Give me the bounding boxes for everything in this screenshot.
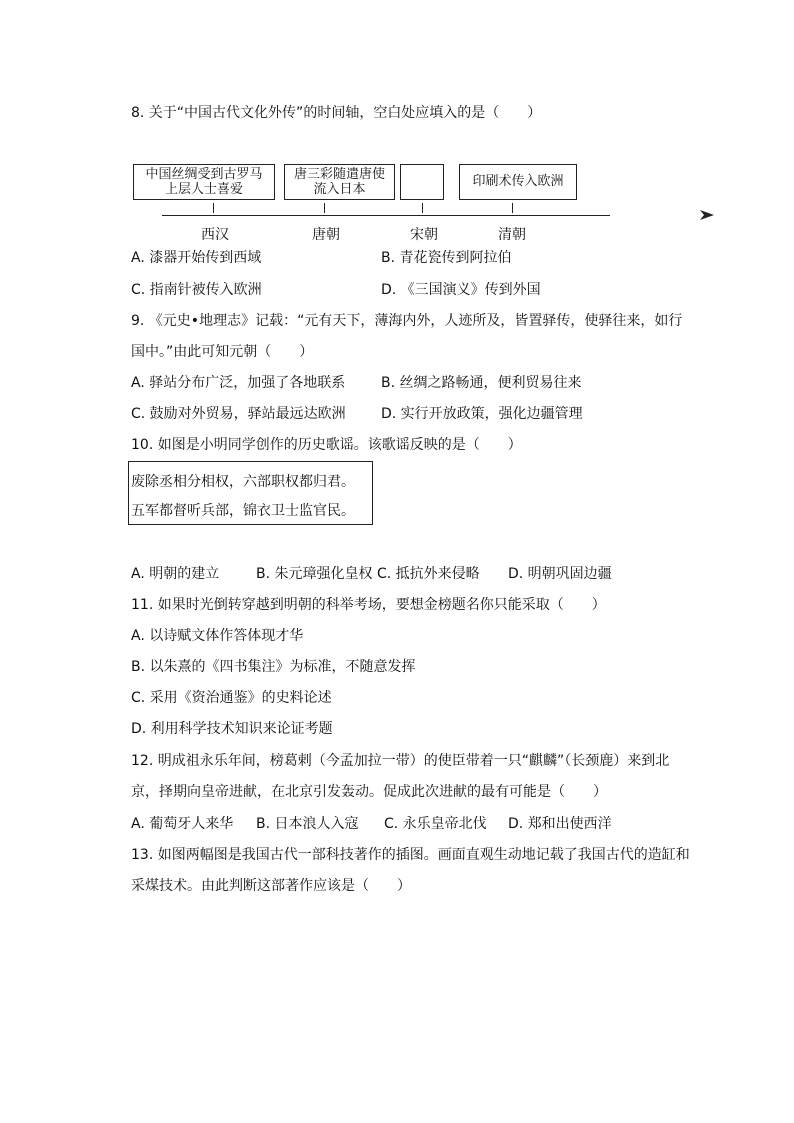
- q13-stem-line2: 采煤技术。由此判断这部著作应该是（ ）: [131, 878, 411, 894]
- timeline-tick: [324, 203, 325, 213]
- timeline-arrow-icon: [700, 210, 714, 220]
- timeline-box-song-blank: [400, 164, 444, 200]
- q9-option-b[interactable]: B. 丝绸之路畅通，便利贸易往来: [381, 375, 582, 391]
- q10-option-a[interactable]: A. 明朝的建立: [131, 566, 220, 582]
- q9-stem-line1: 9. 《元史•地理志》记载：“元有天下，薄海内外，人迹所及，皆置驿传，使驿往来，如行: [131, 313, 683, 329]
- timeline-tick: [213, 203, 214, 213]
- timeline-label: 清朝: [498, 227, 526, 243]
- timeline-box-xihan: [133, 164, 275, 200]
- q8-timeline: [128, 158, 598, 244]
- q12-option-c[interactable]: C. 永乐皇帝北伐: [384, 816, 487, 832]
- q12-stem-line1: 12. 明成祖永乐年间，榜葛剌（今孟加拉一带）的使臣带着一只“麒麟”（长颈鹿）来到北: [131, 753, 670, 769]
- q11-option-d[interactable]: D. 利用科学技术知识来论证考题: [131, 721, 333, 737]
- q9-stem-line2: 国中。”由此可知元朝（ ）: [131, 344, 314, 360]
- timeline-box-text: 中国丝绸受到古罗马: [145, 167, 263, 182]
- q13-stem-line1: 13. 如图两幅图是我国古代一部科技著作的插图。画面直观生动地记载了我国古代的造缸和: [131, 847, 690, 863]
- timeline-box-text: 印刷术传入欧洲: [472, 174, 564, 189]
- q11-stem: 11. 如果时光倒转穿越到明朝的科举考场，要想金榜题名你只能采取（ ）: [131, 597, 606, 613]
- timeline-tick: [422, 203, 423, 213]
- q10-option-b[interactable]: B. 朱元璋强化皇权: [256, 566, 373, 582]
- timeline-axis: [162, 215, 610, 216]
- q11-option-a[interactable]: A. 以诗赋文体作答体现才华: [131, 628, 304, 644]
- ballad-line-1: 废除丞相分相权，六部职权都归君。: [131, 474, 355, 490]
- timeline-box-text: 流入日本: [313, 182, 366, 197]
- q12-stem-line2: 京，择期向皇帝进献，在北京引发轰动。促成此次进献的最有可能是（ ）: [131, 784, 607, 800]
- timeline-box-text: 唐三彩随遣唐使: [293, 167, 385, 182]
- q10-option-d[interactable]: D. 明朝巩固边疆: [508, 566, 612, 582]
- q9-option-a[interactable]: A. 驿站分布广泛，加强了各地联系: [131, 375, 346, 391]
- timeline-box-qing: [459, 164, 577, 200]
- q8-option-c[interactable]: C. 指南针被传入欧洲: [131, 282, 262, 298]
- timeline-label: 唐朝: [312, 227, 340, 243]
- timeline-box-tang: [284, 164, 395, 200]
- q11-option-b[interactable]: B. 以朱熹的《四书集注》为标准，不随意发挥: [131, 659, 416, 675]
- timeline-label: 西汉: [201, 227, 229, 243]
- ballad-line-2: 五军都督听兵部，锦衣卫士监官民。: [131, 503, 355, 519]
- q10-option-c[interactable]: C. 抵抗外来侵略: [377, 566, 480, 582]
- q8-option-d[interactable]: D. 《三国演义》传到外国: [381, 282, 541, 298]
- q12-option-b[interactable]: B. 日本浪人入寇: [256, 816, 359, 832]
- q8-option-b[interactable]: B. 青花瓷传到阿拉伯: [381, 250, 512, 266]
- q10-stem: 10. 如图是小明同学创作的历史歌谣。该歌谣反映的是（ ）: [131, 437, 522, 453]
- q9-option-d[interactable]: D. 实行开放政策，强化边疆管理: [381, 406, 583, 422]
- q8-option-a[interactable]: A. 漆器开始传到西域: [131, 250, 262, 266]
- q11-option-c[interactable]: C. 采用《资治通鉴》的史料论述: [131, 690, 332, 706]
- q12-option-d[interactable]: D. 郑和出使西洋: [508, 816, 612, 832]
- q10-ballad-box: [128, 461, 373, 525]
- q12-option-a[interactable]: A. 葡萄牙人来华: [131, 816, 234, 832]
- timeline-label: 宋朝: [410, 227, 438, 243]
- timeline-tick: [512, 203, 513, 213]
- q8-stem: 8. 关于“中国古代文化外传”的时间轴，空白处应填入的是（ ）: [131, 105, 542, 121]
- q9-option-c[interactable]: C. 鼓励对外贸易，驿站最远达欧洲: [131, 406, 346, 422]
- timeline-box-text: 上层人士喜爱: [164, 182, 243, 197]
